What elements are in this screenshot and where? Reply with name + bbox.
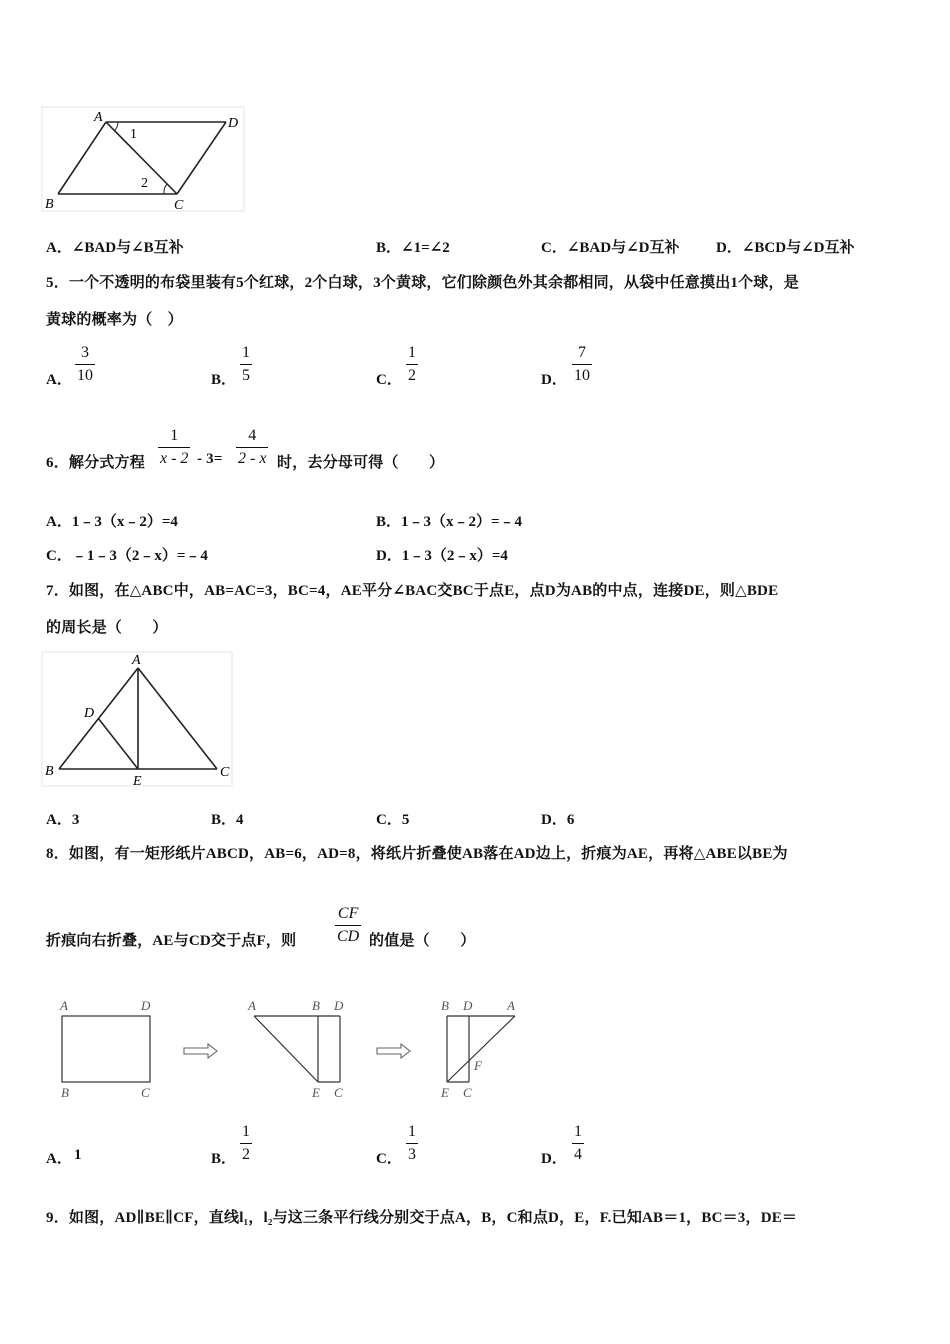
q8-fraction-num: CF — [337, 905, 359, 922]
q8-option-d-fraction — [572, 1124, 584, 1163]
q5-option-b-fraction — [240, 345, 252, 384]
q8-fig1-label-c: C — [141, 1085, 150, 1100]
q8-fig2-label-c: C — [334, 1085, 343, 1100]
q8-option-c-den: 3 — [406, 1143, 418, 1163]
q6-option-b: B．1﹣3（x﹣2）=﹣4 — [376, 514, 523, 530]
q6-fraction-2-den: 2 - x — [236, 447, 268, 467]
q5-option-c-den: 2 — [406, 364, 418, 384]
q8-option-d-label: D． — [541, 1151, 567, 1167]
q4-parallelogram-figure — [40, 105, 250, 217]
q5-question-line1: 5．一个不透明的布袋里装有5个红球，2个白球，3个黄球，它们除颜色外其余都相同，从袋中任意摸出1个球，是 — [46, 275, 799, 291]
q8-fig2-label-b: B — [312, 998, 320, 1013]
q6-question-middle: - 3= — [197, 451, 223, 467]
q8-fraction — [335, 906, 361, 945]
q5-option-d-den: 10 — [572, 364, 592, 384]
q8-fig3-label-f: F — [474, 1058, 482, 1073]
q4-option-c: C．∠BAD与∠D互补 — [541, 240, 680, 256]
q9-question-line1: 9．如图，AD∥BE∥CF，直线l₁，l₂与这三条平行线分别交于点A，B，C和点D，E，F.已知AB＝1，BC＝3，DE＝ — [46, 1210, 798, 1226]
q8-arrow-right-icon-2 — [375, 1042, 413, 1060]
q4-option-b: B．∠1=∠2 — [376, 240, 450, 256]
q6-option-c: C．﹣1﹣3（2﹣x）=﹣4 — [46, 548, 208, 564]
q4-side-dc — [177, 122, 226, 194]
q7-option-b: B．4 — [211, 812, 244, 828]
q7-label-c: C — [220, 765, 230, 780]
q8-option-b-label: B． — [211, 1151, 237, 1167]
q6-option-d: D．1﹣3（2﹣x）=4 — [376, 548, 508, 564]
q4-label-d: D — [228, 116, 239, 131]
q8-fig1-label-b: B — [61, 1085, 69, 1100]
q4-option-d: D．∠BCD与∠D互补 — [716, 240, 855, 256]
q8-fig2-label-e: E — [312, 1085, 320, 1100]
q8-option-d-num: 1 — [574, 1123, 582, 1140]
q5-option-a-fraction — [75, 345, 95, 384]
q8-option-a-value: 1 — [74, 1147, 82, 1163]
q8-fig2-label-d: D — [334, 998, 344, 1013]
q6-fraction-2-num: 4 — [248, 427, 257, 444]
q6-question-prefix: 6．解分式方程 — [46, 455, 145, 471]
q8-fig2-label-a: A — [248, 998, 256, 1013]
q5-option-d-num: 7 — [578, 344, 586, 361]
q5-option-d-label: D． — [541, 372, 567, 388]
q4-side-ab — [58, 122, 106, 194]
q8-option-a-label: A． — [46, 1151, 72, 1167]
q5-option-c-label: C． — [376, 372, 402, 388]
q4-label-angle1: 1 — [130, 127, 137, 142]
q5-option-c-fraction — [406, 345, 418, 384]
q5-option-c-num: 1 — [408, 344, 416, 361]
q8-fig1-label-a: A — [60, 998, 68, 1013]
q7-option-a: A．3 — [46, 812, 80, 828]
q4-label-a: A — [94, 110, 103, 125]
q6-option-a: A．1﹣3（x﹣2）=4 — [46, 514, 178, 530]
q7-label-b: B — [45, 764, 54, 779]
q5-option-b-num: 1 — [242, 344, 250, 361]
q7-label-e: E — [133, 774, 142, 789]
q7-triangle-figure — [40, 650, 236, 790]
q5-option-a-label: A． — [46, 372, 72, 388]
q6-fraction-1-den: x - 2 — [158, 447, 190, 467]
q8-option-b-fraction — [240, 1124, 252, 1163]
q5-option-a-den: 10 — [75, 364, 95, 384]
q8-arrow-right-icon — [182, 1042, 220, 1060]
q8-fig1-label-d: D — [141, 998, 151, 1013]
q5-option-d-fraction — [572, 345, 592, 384]
q8-option-c-label: C． — [376, 1151, 402, 1167]
q4-label-angle2: 2 — [141, 176, 148, 191]
q7-option-c: C．5 — [376, 812, 410, 828]
q7-segment-de — [98, 718, 138, 769]
q7-question-line2: 的周长是（ ） — [46, 620, 168, 636]
q6-fraction-1 — [158, 428, 190, 467]
q8-fig3-label-a: A — [507, 998, 515, 1013]
q8-fig3-label-b: B — [441, 998, 449, 1013]
q8-question-line2-prefix: 折痕向右折叠，AE与CD交于点F，则 — [46, 933, 297, 949]
q8-fig3-label-c: C — [463, 1085, 472, 1100]
q8-fig3-label-e: E — [441, 1085, 449, 1100]
q8-option-b-den: 2 — [240, 1143, 252, 1163]
q6-question-suffix: 时，去分母可得（ ） — [277, 455, 445, 471]
q8-option-c-num: 1 — [408, 1123, 416, 1140]
q8-option-d-den: 4 — [572, 1143, 584, 1163]
q8-figure-fold2 — [435, 994, 530, 1104]
q4-angle2-arc — [164, 184, 167, 194]
q8-option-b-num: 1 — [242, 1123, 250, 1140]
q7-side-ac — [138, 668, 217, 769]
q7-label-d: D — [84, 706, 95, 721]
q5-option-b-label: B． — [211, 372, 237, 388]
q8-question-line1: 8．如图，有一矩形纸片ABCD，AB=6，AD=8，将纸片折叠使AB落在AD边上，折痕为AE，再将△ABE以BE为 — [46, 846, 788, 862]
q8-fig3-label-d: D — [463, 998, 473, 1013]
q8-option-c-fraction — [406, 1124, 418, 1163]
q8-figure-fold1 — [240, 994, 355, 1104]
q4-label-c: C — [174, 198, 184, 213]
q7-option-d: D．6 — [541, 812, 575, 828]
q6-fraction-2 — [236, 428, 268, 467]
q8-question-line2-suffix: 的值是（ ） — [369, 933, 476, 949]
q4-option-a: A．∠BAD与∠B互补 — [46, 240, 184, 256]
q5-question-line2: 黄球的概率为（ ） — [46, 312, 183, 328]
q7-label-a: A — [132, 653, 141, 668]
q7-question-line1: 7．如图，在△ABC中，AB=AC=3，BC=4，AE平分∠BAC交BC于点E，点D为AB的中点，连接DE，则△BDE — [46, 583, 779, 599]
q4-label-b: B — [45, 197, 54, 212]
q8-figure-rectangle — [52, 994, 162, 1104]
q8-fraction-den: CD — [335, 925, 361, 945]
q5-option-a-num: 3 — [81, 344, 89, 361]
q6-fraction-1-num: 1 — [170, 427, 179, 444]
q5-option-b-den: 5 — [240, 364, 252, 384]
